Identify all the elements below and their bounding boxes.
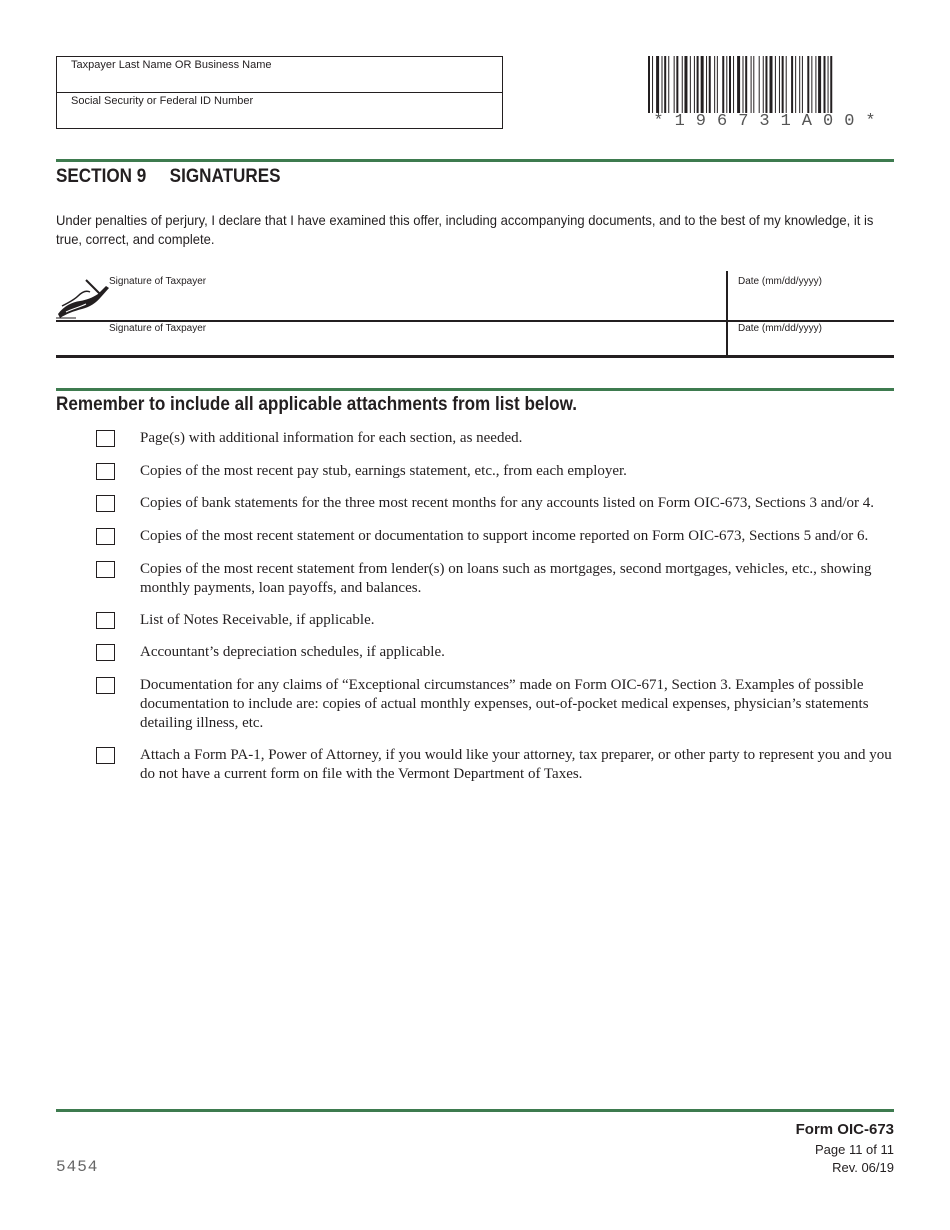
signature-divider-vertical [726, 271, 728, 357]
page-number: Page 11 of 11 [814, 1142, 894, 1157]
attachment-item-label: Attach a Form PA-1, Power of Attorney, if you would like your attorney, tax preparer, or other party to represent you and you do not have a current form on file with the Vermont Department of Taxes. [140, 747, 892, 782]
revision-date: Rev. 06/19 [832, 1160, 894, 1175]
attachment-checkbox[interactable] [96, 612, 115, 629]
attachment-checkbox[interactable] [96, 747, 115, 764]
attachment-checkbox[interactable] [96, 528, 115, 545]
section-title: SIGNATURES [169, 166, 281, 187]
attachment-item-label: Copies of the most recent pay stub, earnings statement, etc., from each employer. [140, 463, 627, 479]
barcode-text: *196731A00* [653, 112, 887, 131]
section-divider [56, 159, 894, 162]
attachment-checkbox[interactable] [96, 495, 115, 512]
form-number: Form OIC-673 [795, 1121, 894, 1138]
attachments-heading: Remember to include all applicable attachments from list below. [56, 394, 578, 415]
perjury-statement: Under penalties of perjury, I declare that I have examined this offer, including accompanying documents, and to the best of my knowledge, it is true, correct, and complete. [56, 212, 874, 247]
date-label-2: Date (mm/dd/yyyy) [738, 323, 822, 334]
attachment-item-label: Accountant’s depreciation schedules, if applicable. [140, 644, 445, 660]
section-heading [56, 166, 281, 188]
attachment-item-label: Copies of the most recent statement from lender(s) on loans such as mortgages, second mortgages, vehicles, etc., showing monthly payments, loan payoffs, and balances. [140, 561, 872, 596]
taxpayer-name-label: Taxpayer Last Name OR Business Name [71, 59, 272, 71]
signature-divider-line [56, 320, 894, 322]
attachment-checkbox[interactable] [96, 463, 115, 480]
barcode-image [648, 56, 892, 113]
attachment-item-label: Documentation for any claims of “Exceptional circumstances” made on Form OIC-671, Section 3. Examples of possible documentation to include are: copies of actual monthly expenses, out-of-pocket medical expenses, physician’s statements detailing illness, etc. [140, 677, 869, 731]
section-number: SECTION 9 [56, 166, 147, 187]
attachment-item-label: Page(s) with additional information for each section, as needed. [140, 430, 523, 446]
attachment-checkbox[interactable] [96, 677, 115, 694]
signature-bottom-rule [56, 355, 894, 358]
taxpayer-id-box [56, 56, 503, 129]
attachment-item-label: List of Notes Receivable, if applicable. [140, 612, 375, 628]
ssn-label: Social Security or Federal ID Number [71, 95, 254, 107]
taxpayer-name-field[interactable] [57, 57, 502, 93]
date-label-1: Date (mm/dd/yyyy) [738, 276, 822, 287]
ssn-field[interactable] [57, 93, 502, 129]
attachment-item-label: Copies of bank statements for the three most recent months for any accounts listed on Form OIC-673, Sections 3 and/or 4. [140, 495, 875, 511]
signature-label-2: Signature of Taxpayer [109, 323, 207, 334]
footer-divider [56, 1109, 894, 1112]
form-code: 5454 [56, 1158, 99, 1176]
signing-hand-icon [56, 276, 112, 320]
attachment-checkbox[interactable] [96, 644, 115, 661]
attachment-item-label: Copies of the most recent statement or documentation to support income reported on Form OIC-673, Sections 5 and/or 6. [140, 528, 869, 544]
signature-label-1: Signature of Taxpayer [109, 276, 207, 287]
attachment-checkbox[interactable] [96, 430, 115, 447]
attachments-divider [56, 388, 894, 391]
attachment-checkbox[interactable] [96, 561, 115, 578]
